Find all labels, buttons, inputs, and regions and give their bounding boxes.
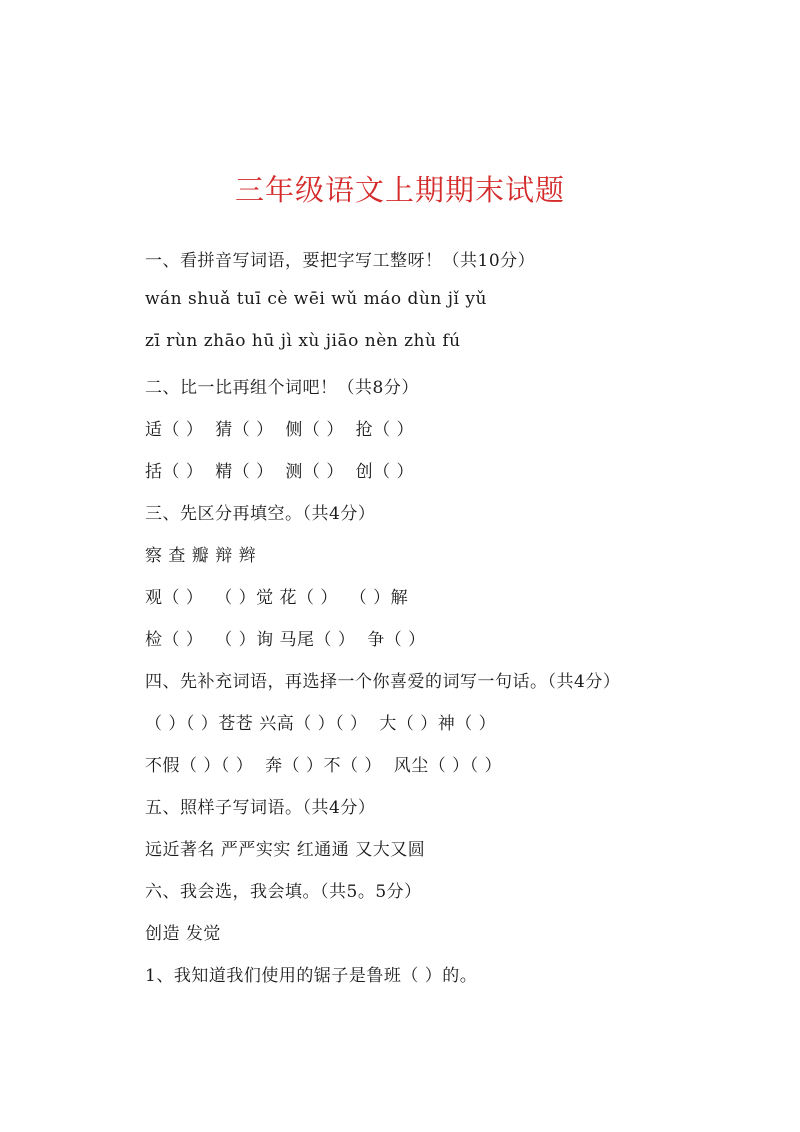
question-1: 1、我知道我们使用的锯子是鲁班（ ）的。 bbox=[145, 966, 478, 986]
section-6-heading: 六、我会选，我会填。（共5。5分） bbox=[145, 882, 422, 902]
section-3-heading: 三、先区分再填空。（共4分） bbox=[145, 504, 376, 524]
character-options: 察 查 瓣 辩 辫 bbox=[145, 546, 257, 566]
fill-line-2: 检（ ） （ ）询 马尾（ ） 争（ ） bbox=[145, 630, 426, 650]
compare-line-2: 括（ ） 精（ ） 测（ ） 创（ ） bbox=[145, 462, 415, 482]
pinyin-line-2: zī rùn zhāo hū jì xù jiāo nèn zhù fú bbox=[145, 331, 461, 351]
example-words: 远近著名 严严实实 红通通 又大又圆 bbox=[145, 840, 426, 860]
section-2-heading: 二、比一比再组个词吧！（共8分） bbox=[145, 378, 419, 398]
idiom-line-2: 不假（ ）（ ） 奔（ ）不（ ） 风尘（ ）（ ） bbox=[145, 756, 503, 776]
idiom-line-1: （ ）（ ）苍苍 兴高（ ）（ ） 大（ ）神（ ） bbox=[145, 714, 497, 734]
compare-line-1: 适（ ） 猜（ ） 侧（ ） 抢（ ） bbox=[145, 420, 415, 440]
section-1-heading: 一、看拼音写词语，要把字写工整呀！（共10分） bbox=[145, 251, 536, 271]
exam-title: 三年级语文上期期末试题 bbox=[234, 173, 565, 207]
pinyin-line-1: wán shuǎ tuī cè wēi wǔ máo dùn jǐ yǔ bbox=[145, 289, 487, 309]
section-5-heading: 五、照样子写词语。（共4分） bbox=[145, 798, 376, 818]
fill-line-1: 观（ ） （ ）觉 花（ ） （ ）解 bbox=[145, 588, 409, 608]
choice-words: 创造 发觉 bbox=[145, 924, 221, 944]
section-4-heading: 四、先补充词语，再选择一个你喜爱的词写一句话。（共4分） bbox=[145, 672, 621, 692]
